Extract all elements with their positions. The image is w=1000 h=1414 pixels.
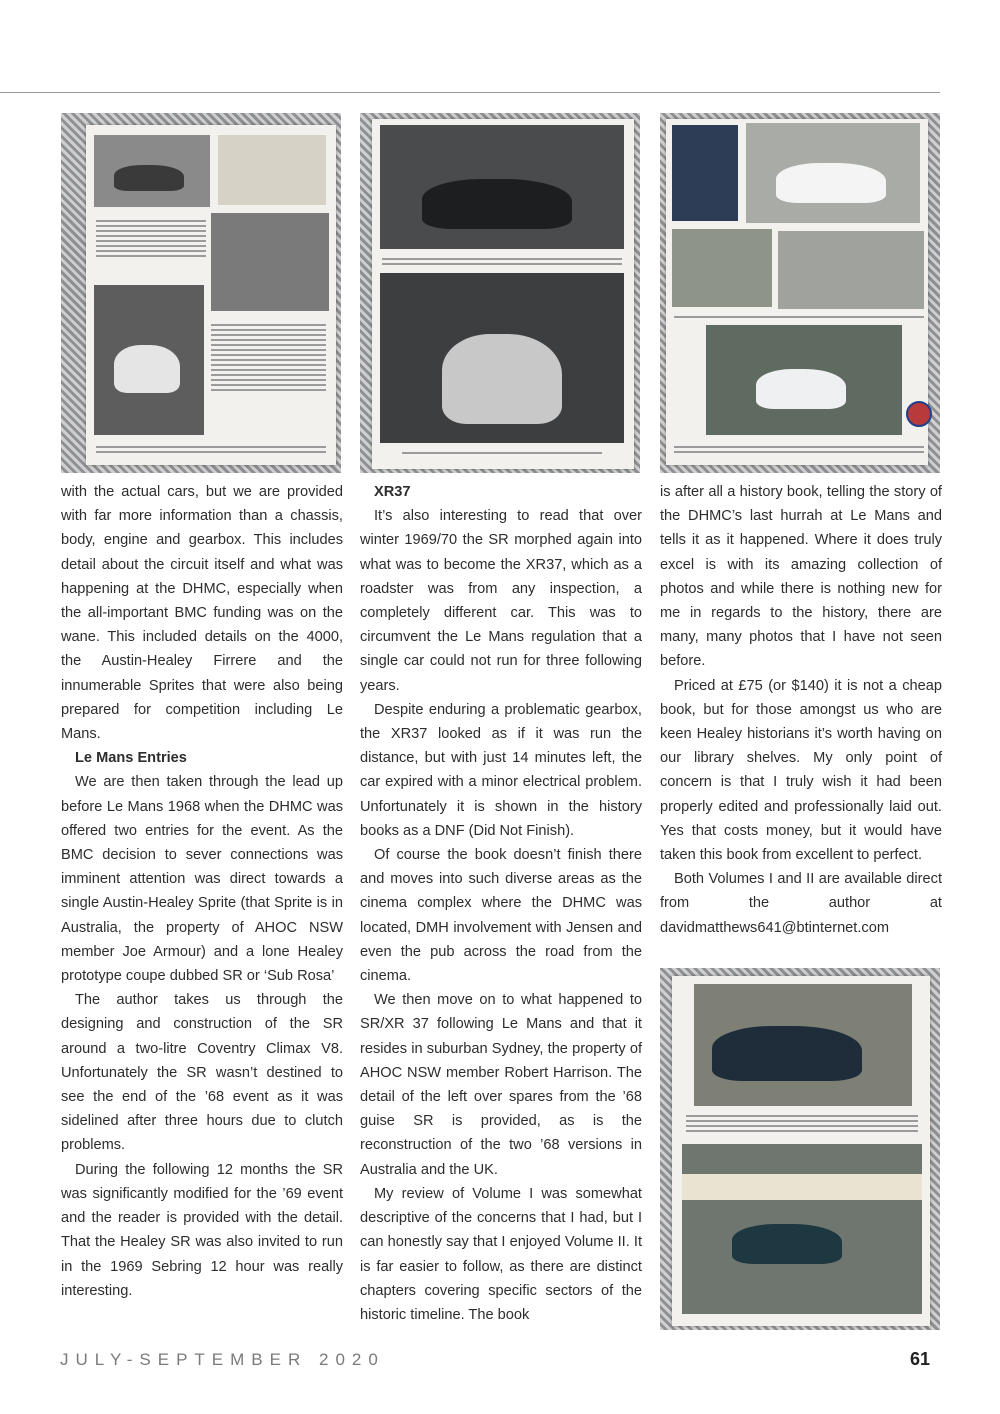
- book-page-photo-2: [360, 113, 640, 473]
- article-column-1: [61, 480, 343, 1303]
- page-number: 61: [910, 1349, 931, 1369]
- paragraph: We are then taken through the lead up before Le Mans 1968 when the DHMC was offered two entries for the event. As the BMC decision to sever connections was imminent attention was direct towards a single Austin-Healey Sprite (that Sprite is in Australia, the property of AHOC NSW member Joe Armour) and a lone Healey prototype coupe dubbed SR or ‘Sub Rosa’: [61, 774, 343, 985]
- paragraph: The author takes us through the designing and construction of the SR around a two-litre Coventry Climax V8. Unfortunately the SR wasn’t destined to see the end of the ’68 event as it was sidelined after three hours due to clutch problems.: [61, 992, 343, 1154]
- paragraph: We then move on to what happened to SR/XR 37 following Le Mans and that it resides in suburban Sydney, the property of AHOC NSW member Robert Harrison. The detail of the left over spares from the ’68 guise SR is provided, as is the reconstruction of the two ’68 versions in Australia and the UK.: [360, 992, 642, 1178]
- section-heading: XR37: [374, 484, 411, 500]
- paragraph: is after all a history book, telling the story of the DHMC’s last hurrah at Le Mans and tells it as it happened. Where it does truly excel is with its amazing collection of photos and while there is nothing new for me in regards to the history, there are many, many photos that I have not seen before.: [660, 484, 942, 670]
- paragraph: My review of Volume I was somewhat descriptive of the concerns that I had, but I can honestly say that I enjoyed Volume II. It is far easier to follow, as there are distinct chapters covering specific sectors of the historic timeline. The book: [360, 1185, 642, 1323]
- issue-date: JULY-SEPTEMBER 2020: [60, 1350, 385, 1369]
- paragraph: It’s also interesting to read that over winter 1969/70 the SR morphed again into what was to become the XR37, which as a roadster was from any inspection, a completely different car. This was to circumvent the Le Mans regulation that a single car could not run for three following years.: [360, 508, 642, 694]
- paragraph: During the following 12 months the SR was significantly modified for the ’69 event and the reader is provided with the detail. That the Healey SR was also invited to run in the 1969 Sebring 12 hour was really interesting.: [61, 1161, 343, 1299]
- paragraph: Priced at £75 (or $140) it is not a cheap book, but for those amongst us who are keen Healey historians it’s worth having on our library shelves. My only point of concern is that I truly wish it had been properly edited and professionally laid out. Yes that costs money, but it would have taken this book from excellent to perfect.: [660, 677, 942, 864]
- book-page-photo-1: [61, 113, 341, 473]
- article-column-2: [360, 480, 642, 1327]
- article-column-3: [660, 480, 942, 940]
- header-rule: [0, 92, 940, 93]
- book-page-photo-4: [660, 968, 940, 1330]
- section-heading: Le Mans Entries: [75, 750, 187, 767]
- paragraph: Of course the book doesn’t finish there and moves into such diverse areas as the cinema complex where the DHMC was located, DMH involvement with Jensen and even the pub across the road from the cinema.: [360, 847, 642, 985]
- paragraph: with the actual cars, but we are provided with far more information than a chassis, body, engine and gearbox. This includes detail about the circuit itself and what was happening at the DHMC, especially when the all-important BMC funding was on the wane. This included details on the 4000, the Austin-Healey Firrere and the innumerable Sprites that were also being prepared for competition including Le Mans.: [61, 484, 343, 743]
- paragraph: Both Volumes I and II are available direct from the author at davidmatthews641@btinternet.com: [660, 871, 942, 936]
- paragraph: Despite enduring a problematic gearbox, the XR37 looked as if it was run the distance, but with just 14 minutes left, the car expired with a minor electrical problem. Unfortunately it is shown in the history books as a DNF (Did Not Finish).: [360, 701, 642, 839]
- book-page-photo-3: [660, 113, 940, 473]
